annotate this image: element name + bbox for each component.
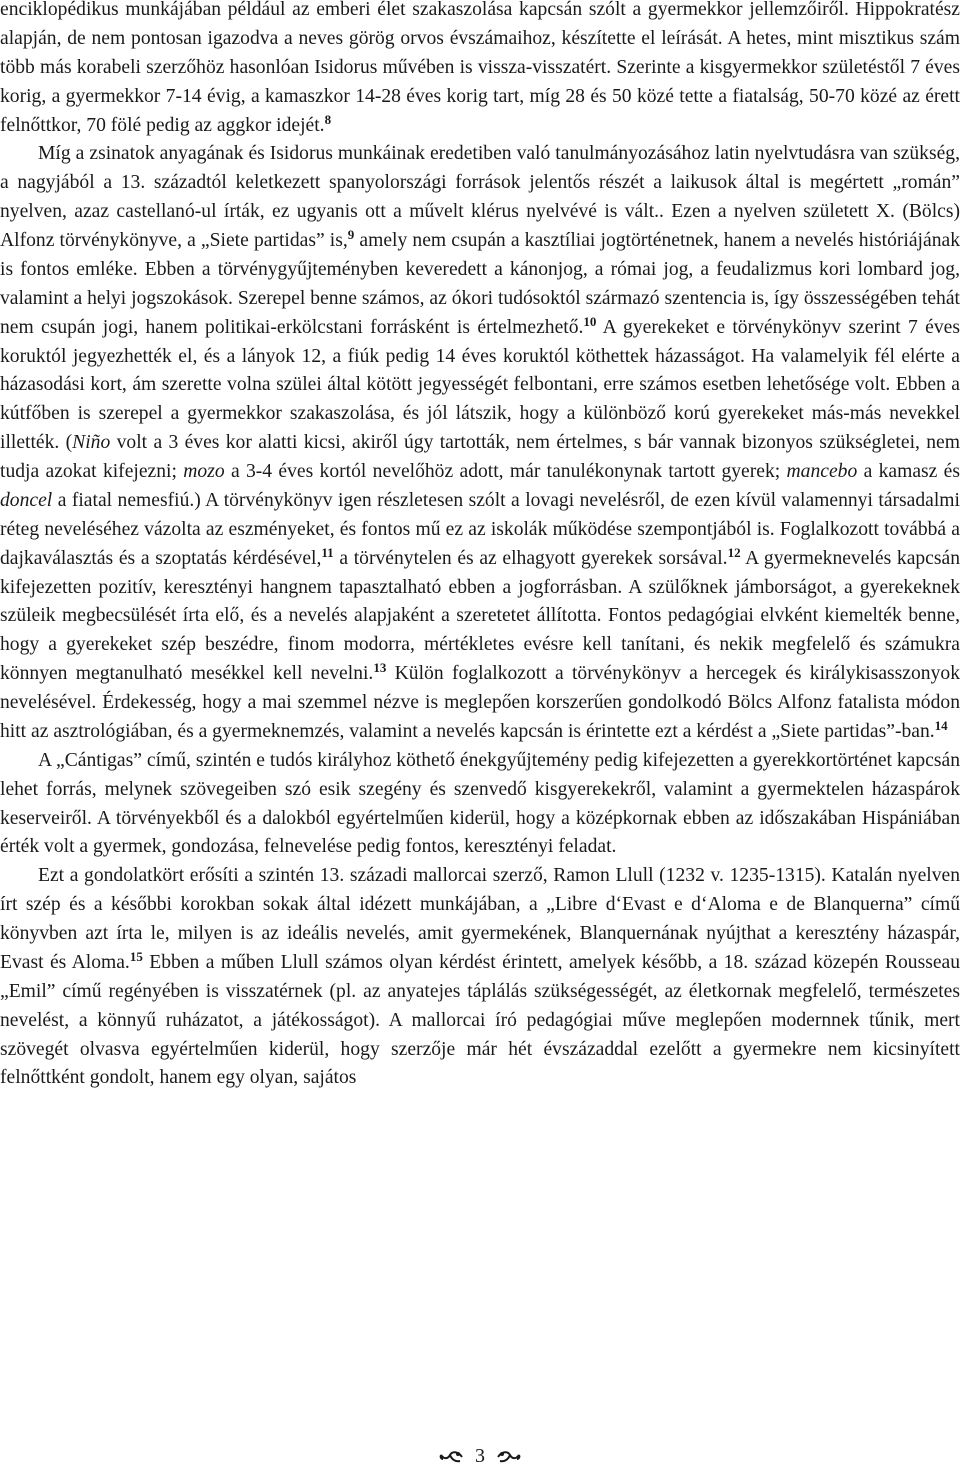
text-run: A gyermeknevelés kapcsán kifejezetten pozitív, keresztényi hangnem tapasztalható ebben a jogforrásban. A szülőknek jámborságot, a gyerekeknek szüleik megbecsülését írta elő, és a nevelés alapjaként a szeretetet állította. Fontos pedagógiai elvként kiemelték benne, hogy a gyerekeket szép beszédre, finom modorra, mértékletes evésre kell tanítani, és nekik megfelelő és számukra könnyen megtanulható mesékkel kell nevelni. — [0, 547, 960, 685]
text-run: a törvénytelen és az elhagyott gyerekek sorsával. — [333, 547, 728, 569]
footnote-ref: 12 — [727, 544, 741, 560]
ornament-left-icon — [438, 1448, 464, 1471]
footnote-ref: 10 — [583, 313, 597, 329]
footnote-ref: 15 — [129, 948, 143, 964]
text-run: Külön foglalkozott a törvénykönyv a hercegek és királykisasszonyok nevelésével. Érdekesség, hogy a mai szemmel nézve is meglepően korszerűen gondolkodó Bölcs Alfonz fatalista módon hitt az asztrológiában, és a gyermeknemzés, valamint a nevelés kapcsán is érintette ezt a kérdést a „Siete partidas”-ban. — [0, 663, 960, 742]
paragraph — [0, 140, 960, 746]
footnote-ref: 8 — [324, 111, 332, 127]
text-run: A „Cántigas” című, szintén e tudós királyhoz köthető énekgyűjtemény pedig kifejezetten a gyerekkortörténet kapcsán lehet forrás, melynek szövegeiben szó esik szegény és szenvedő kisgyerekekről, valamint a gyermektelen házaspárok keserveiről. A törvényekből és a dalokból egyértelműen kiderül, hogy a középkornak ebben az időszakában Hispániában érték volt a gyermek, gondozása, felnevelése pedig fontos, keresztényi feladat. — [0, 749, 960, 858]
footnote-ref: 14 — [934, 717, 948, 733]
text-run: a 3-4 éves kortól nevelőhöz adott, már tanulékonynak tartott gyerek; — [224, 461, 787, 482]
paragraph — [0, 862, 960, 1093]
ornament-right-icon — [496, 1448, 522, 1471]
text-run: Ezt a gondolatkört erősíti a szintén 13. századi mallorcai szerző, Ramon Llull (1232 v. 1235-1315). Katalán nyelven írt szép és a későbbi korokban sokak által idézett munkájában, a „Libre d‘Evast e d‘Aloma e de Blanquerna” című könyvben azt írta le, milyen is az ideális nevelés, amit gyermekének, Blanquernának nyújthat a keresztény házaspár, Evast és Aloma. — [0, 865, 960, 973]
footnote-ref: 9 — [347, 227, 355, 242]
paragraph — [0, 747, 960, 863]
italic-term: mancebo — [786, 461, 858, 482]
text-run: Míg a zsinatok anyagának és Isidorus munkáinak eredetiben való tanulmányozásához latin nyelvtudásra van szükség, a nagyjából a 13. századtól keletkezett spanyolországi források jelentős részét a laikusok által is megértett „román” nyelven, azaz castellanó-ul írták, ez ugyanis ott a művelt klérus nyelvévé is vált.. Ezen a nyelven született X. (Bölcs) Alfonz törvénykönyve, a „Siete partidas” is, — [0, 143, 960, 251]
italic-term: mozo — [183, 461, 225, 482]
text-run: Ebben a műben Llull számos olyan kérdést érintett, amelyek később, a 18. század közepén Rousseau „Emil” című regényében is visszatérnek (pl. az anyatejes táplálás szükségességét, az életkornak megfelelő, természetes nevelést, a könnyű ruházatot, a játékosságot). A mallorcai író pedagógiai műve meglepően modernnek tűnik, mert szövegét olvasva egyértelműen kiderül, hogy szerzője már hét évszázaddal ezelőtt a gyermekre nem kicsinyített felnőttként gondolt, hanem egy olyan, sajátos — [0, 951, 960, 1089]
page-number: 3 — [475, 1445, 485, 1467]
text-run: a fiatal nemesfiú.) A törvénykönyv igen részletesen szólt a lovagi nevelésről, de ezen kívül valamennyi társadalmi réteg neveléséhez vázolta az eszményeket, és fontos mű ez az iskolák működése szempontjából is. Foglalkozott továbbá a dajkaválasztás és a szoptatás kérdésével, — [0, 489, 960, 569]
text-run: a kamasz és — [857, 461, 960, 482]
text-run: A gyerekeket e törvénykönyv szerint 7 éves koruktól jegyezhették el, és a lányok 12, a fiúk pedig 14 éves koruktól köthettek házasságot. Ha valamelyik fél elérte a házasodási kort, ám szerette volna szülei által kötött jegyességét felbontani, erre számos esetben lehetősége volt. Ebben a kútfőben is szerepel a gyermekkor szakaszolása, és jól látszik, hogy a különböző korú gyerekeket más-más nevekkel illették. ( — [0, 316, 960, 454]
paragraph — [0, 0, 960, 140]
footnote-ref: 11 — [321, 544, 334, 560]
text-run: enciklopédikus munkájában például az emberi élet szakaszolása kapcsán szólt a gyermekkor jellemzőiről. Hippokratész alapján, de nem pontosan igazodva a neves görög orvos évszámaihoz, készítette el leírását. A hetes, mint misztikus szám több más korabeli szerzőhöz hasonlóan Isidorus művében is vissza-visszatért. Szerinte a kisgyermekkor születéstől 7 éves korig, a gyermekkor 7-14 évig, a kamaszkor 14-28 éves korig tart, míg 28 és 50 közé tette a fiatalság, 50-70 közé az érett felnőttkor, 70 fölé pedig az aggkor idejét. — [0, 0, 960, 136]
text-run: volt a 3 éves kor alatti kicsi, akiről úgy tartották, nem értelmes, s bár vannak bizonyos szükségletei, nem tudja azokat kifejezni; — [0, 432, 960, 482]
text-run: amely nem csupán a kasztíliai jogtörténetnek, hanem a nevelés históriájának is fontos emléke. Ebben a törvénygyűjteményben keveredett a kánonjog, a római jog, a feudalizmus kori lombard jog, valamint a helyi jogszokások. Szerepel benne számos, az ókori tudósoktól származó szentencia is, így összességében tehát nem csupán jogi, hanem politikai-erkölcstani forrásként is értelmezhető. — [0, 230, 960, 338]
italic-term: doncel — [0, 489, 53, 511]
page-footer — [0, 1445, 960, 1471]
italic-term: Niño — [72, 432, 111, 454]
footnote-ref: 13 — [373, 660, 387, 676]
